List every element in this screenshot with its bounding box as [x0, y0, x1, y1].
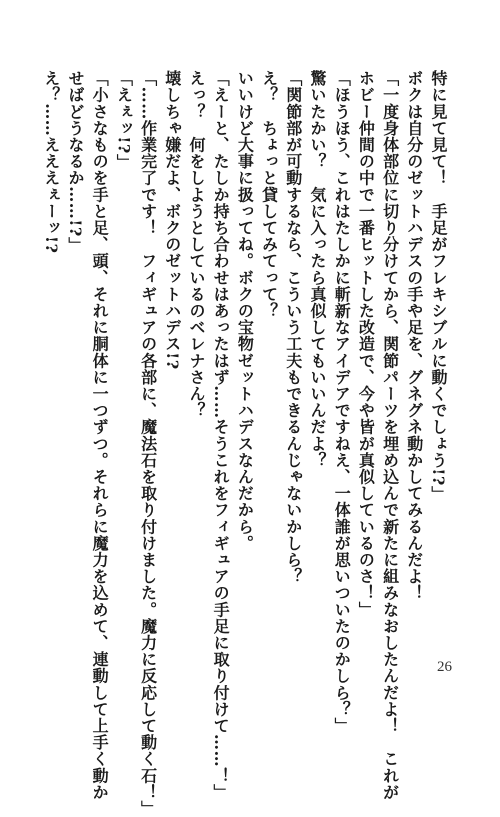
- text-line: 驚いたかい？ 気に入ったら真似してもいいんだよ？: [307, 70, 327, 469]
- text-line: えっ？ 何をしようとしているのベレナさん？: [186, 70, 206, 419]
- text-line: 「関節部が可動するなら、こういう工夫もできるんじゃないかしら？: [283, 70, 303, 585]
- text-line: 「……作業完了です！ フィギュアの各部に、魔法石を取り付けました。魔力に反応して動く石！」: [138, 70, 158, 817]
- text-line: え？ ちょっと貸してみてって？: [259, 70, 279, 319]
- text-line: 特に見て見て！ 手足がフレキシブルに動くでしょう!?」: [429, 70, 448, 503]
- text-line: せばどうなるか……!?」: [65, 70, 85, 254]
- text-line: 壊しちゃ嫌だよ、ボクのゼットハデス!?: [162, 70, 182, 370]
- text-line: ホビー仲間の中で一番ヒットした改造で、今や皆が真似しているのさ！」: [356, 70, 376, 618]
- text-line: ボクは自分のゼットハデスの手や足を、グネグネ動かしてみるんだよ！: [404, 70, 424, 602]
- text-line: 「ほうほう、これはたしかに斬新なアイデアですねえ、一体誰が思いついたのかしら？」: [332, 70, 352, 734]
- text-line: 「えぇッ!?」: [114, 70, 134, 171]
- text-line: 「えーと、たしか持ち合わせはあったはず……そうこれをフィギュアの手足に取り付けて……！」: [211, 70, 231, 801]
- text-line: いいけど大事に扱ってね。ボクの宝物ゼットハデスなんだから。: [235, 70, 255, 552]
- text-line: え？……えええぇーッ!?: [41, 70, 61, 254]
- page-number: 26: [437, 659, 452, 675]
- text-line: 「一度身体部位に切り分けてから、関節パーツを埋め込んで新たに組みなおしたんだよ！ これが: [380, 70, 400, 801]
- text-line: 「小さなものを手と足、頭、それに胴体に一つずつ。それらに魔力を込めて、連動して上手く動か: [90, 70, 110, 801]
